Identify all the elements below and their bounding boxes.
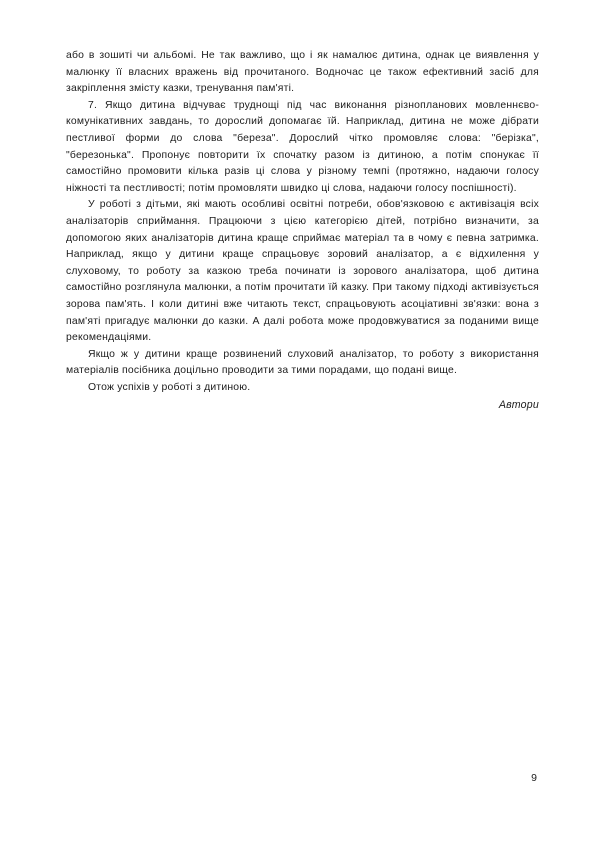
paragraph: Якщо ж у дитини краще розвинений слуховий аналізатор, то роботу з використання матеріалів посібника доцільно проводити за тими порадами, що подані вище. (66, 348, 539, 377)
page-number: 9 (531, 772, 537, 784)
authors-signature: Автори (498, 399, 539, 412)
paragraph: У роботі з дітьми, які мають особливі освітні потреби, обов'язковою є активізація всіх аналізаторів сприймання. Працюючи з цією категорією дітей, потрібно визначити, за допомогою яких аналізаторів дитина краще сприймає матеріал та в чому є певна затримка. Наприклад, якщо у дитини краще спрацьовує зоровий аналізатор, а є відхилення у слуховому, то роботу за казкою треба починати із зорового аналізатора, щоб дитина самостійно розглянула малюнки, а потім прочитати їй казку. При такому підході активізується зорова пам'ять. І коли дитині вже читають текст, спрацьовують асоціативні зв'язки: вона з пам'яті пригадує малюнки до казки. А далі робота може продовжуватися за поданими вище рекомендаціями. (66, 199, 539, 344)
paragraph: 7. Якщо дитина відчуває труднощі під час виконання різнопланових мовленнєво-комунікативних завдань, то дорослий допомагає їй. Наприклад, дитина не може дібрати пестливої форми до слова "береза". Дорослий чітко промовляє слова: "берізка", "березонька". Пропонує повторити їх спочатку разом із дитиною, а потім спонукає її самостійно промовити кілька разів ці слова у різному темпі (протяжно, надаючи голосу ніжності та пестливості; потім промовляти швидко ці слова, надаючи голосу поспішності). (66, 99, 539, 194)
paragraph: Отож успіхів у роботі з дитиною. (88, 381, 251, 393)
page-body-text (66, 48, 539, 414)
paragraph: або в зошиті чи альбомі. Не так важливо, що і як намалює дитина, однак це виявлення у малюнку її власних вражень від прочитаного. Водночас це також ефективний засіб для закріплення змісту казки, тренування пам'яті. (66, 50, 539, 95)
